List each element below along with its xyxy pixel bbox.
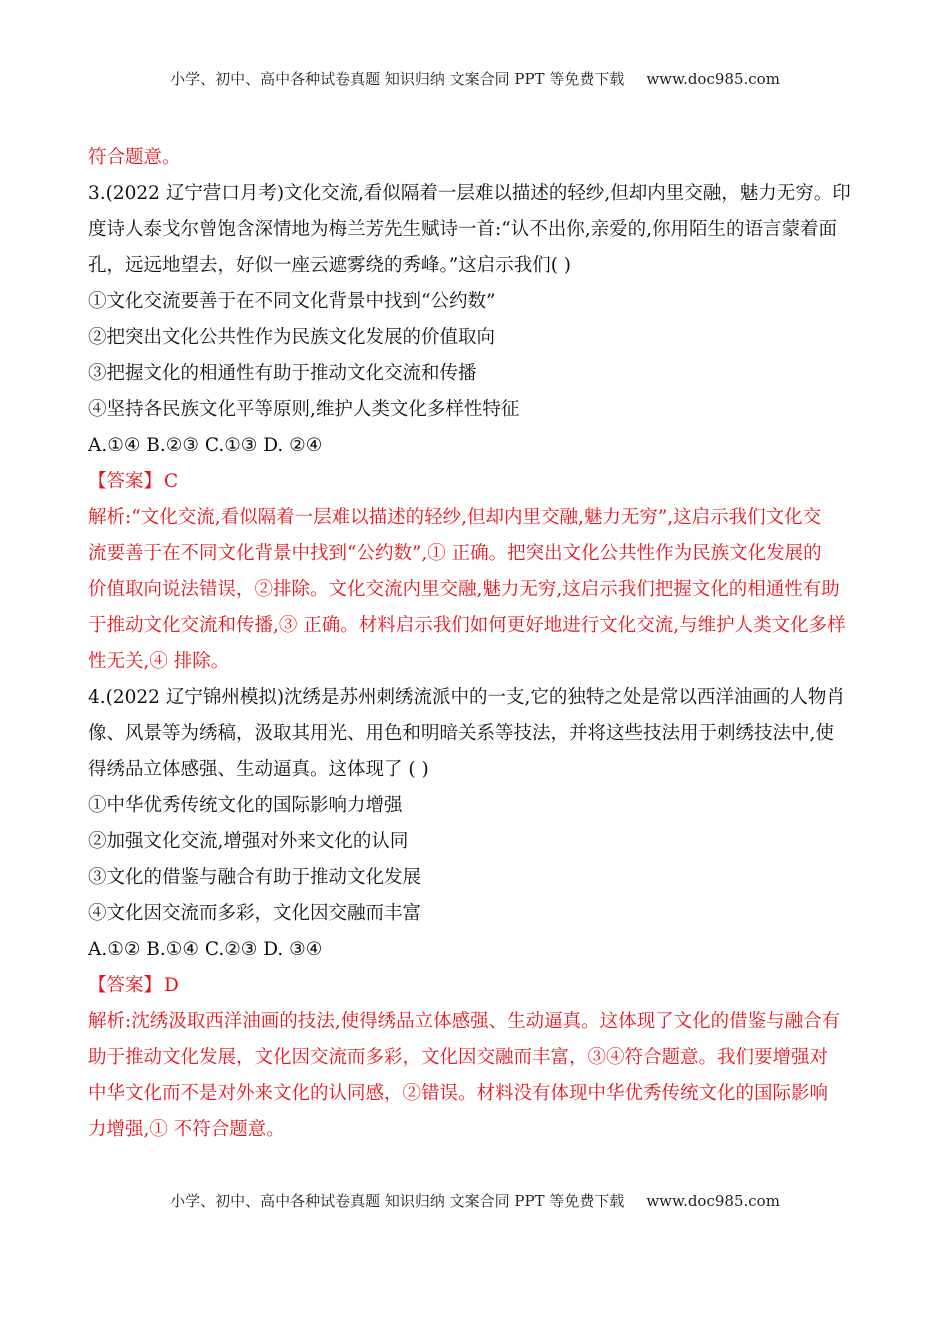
question-stem-line: 3.(2022 辽宁营口月考)文化交流,看似隔着一层难以描述的轻纱,但却内里交融，魅力无穷。印 [88, 183, 851, 204]
question-stem-line: 度诗人泰戈尔曾饱含深情地为梅兰芳先生赋诗一首:“认不出你,亲爱的,你用陌生的语言蒙着面 [88, 219, 837, 240]
footer-text: 小学、初中、高中各种试卷真题 知识归纳 文案合同 PPT 等免费下载 [170, 1192, 625, 1210]
answer-value: D [164, 975, 179, 996]
analysis-line: 助于推动文化发展，文化因交流而多彩，文化因交融而丰富，③④符合题意。我们要增强对 [88, 1047, 829, 1068]
option-4: ④文化因交流而多彩，文化因交融而丰富 [88, 903, 422, 924]
answer [88, 464, 866, 500]
question-stem-line: 得绣品立体感强、生动逼真。这体现了 ( ) [88, 759, 429, 780]
page-header [0, 68, 950, 89]
analysis-line: 力增强,① 不符合题意。 [88, 1119, 285, 1140]
question-3 [88, 176, 866, 680]
header-url[interactable]: www.doc985.com [646, 70, 780, 88]
choices: A.①② B.①④ C.②③ D. ③④ [88, 939, 323, 960]
option-1: ①中华优秀传统文化的国际影响力增强 [88, 795, 403, 816]
question-stem-line: 像、风景等为绣稿，汲取其用光、用色和明暗关系等技法，并将这些技法用于刺绣技法中,使 [88, 723, 834, 744]
option-4: ④坚持各民族文化平等原则,维护人类文化多样性特征 [88, 399, 520, 420]
footer-url[interactable]: www.doc985.com [646, 1192, 780, 1210]
option-3: ③文化的借鉴与融合有助于推动文化发展 [88, 867, 422, 888]
answer-label: 【答案】 [88, 975, 163, 996]
document-body [88, 140, 866, 1148]
option-2: ②加强文化交流,增强对外来文化的认同 [88, 831, 409, 852]
analysis-line: 流要善于在不同文化背景中找到“公约数”,① 正确。把突出文化公共性作为民族文化发展的 [88, 543, 822, 564]
option-2: ②把突出文化公共性作为民族文化发展的价值取向 [88, 327, 496, 348]
page-footer [0, 1190, 950, 1211]
analysis-line: 价值取向说法错误，②排除。文化交流内里交融,魅力无穷,这启示我们把握文化的相通性有助 [88, 579, 840, 600]
answer-value: C [164, 471, 179, 492]
header-text: 小学、初中、高中各种试卷真题 知识归纳 文案合同 PPT 等免费下载 [170, 70, 625, 88]
question-4 [88, 680, 866, 1148]
question-stem-line: 孔，远远地望去，好似一座云遮雾绕的秀峰。”这启示我们( ) [88, 255, 572, 276]
question-stem-line: 4.(2022 辽宁锦州模拟)沈绣是苏州刺绣流派中的一支,它的独特之处是常以西洋油画的人物肖 [88, 687, 845, 708]
choices: A.①④ B.②③ C.①③ D. ②④ [88, 435, 323, 456]
analysis-line: 解析:沈绣汲取西洋油画的技法,使得绣品立体感强、生动逼真。这体现了文化的借鉴与融合有 [88, 1011, 841, 1032]
analysis-line: 解析:“文化交流,看似隔着一层难以描述的轻纱,但却内里交融,魅力无穷”,这启示我们文化交 [88, 507, 822, 528]
option-1: ①文化交流要善于在不同文化背景中找到“公约数” [88, 291, 496, 312]
answer [88, 968, 866, 1004]
analysis-line: 性无关,④ 排除。 [88, 651, 230, 672]
intro-line: 符合题意。 [88, 147, 181, 168]
analysis-line: 于推动文化交流和传播,③ 正确。材料启示我们如何更好地进行文化交流,与维护人类文化多样 [88, 615, 846, 636]
analysis-line: 中华文化而不是对外来文化的认同感，②错误。材料没有体现中华优秀传统文化的国际影响 [88, 1083, 829, 1104]
answer-label: 【答案】 [88, 471, 163, 492]
option-3: ③把握文化的相通性有助于推动文化交流和传播 [88, 363, 477, 384]
